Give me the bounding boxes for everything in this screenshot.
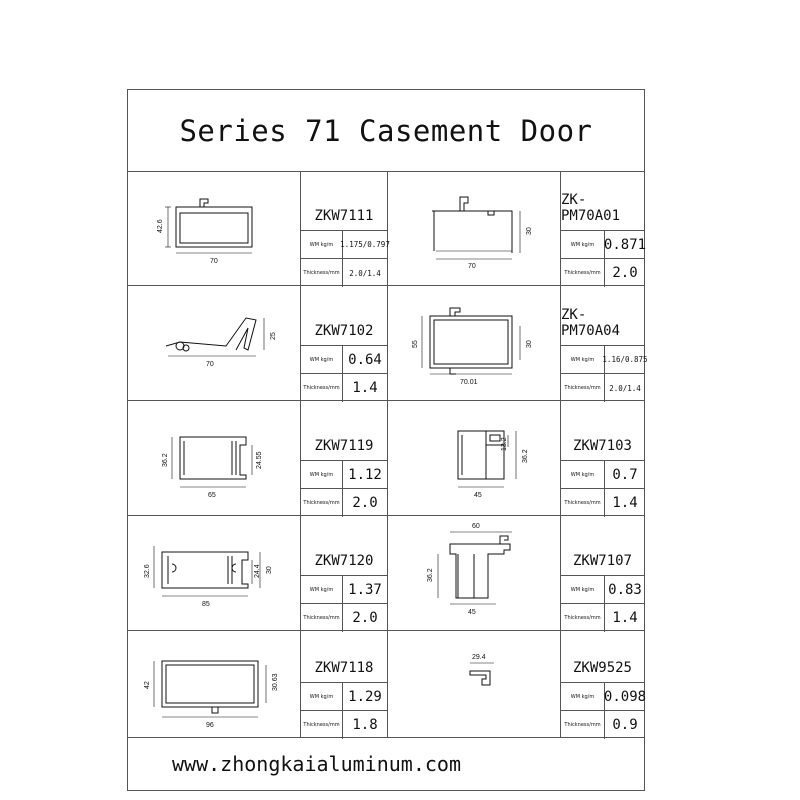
weight-row	[301, 346, 387, 374]
profile-code: ZKW7120	[301, 516, 387, 576]
dim-height: 42.6	[157, 219, 164, 233]
thickness-value: 2.0/1.4	[609, 383, 641, 393]
profile-code: ZKW9525	[561, 631, 644, 683]
dim-height-right: 36.2	[522, 449, 529, 463]
weight-label: WM kg/m	[561, 231, 605, 258]
thickness-value: 2.0	[612, 265, 638, 281]
dim-height-right: 24.55	[256, 451, 263, 469]
weight-label: WM kg/m	[561, 346, 605, 373]
dim-height: 25	[270, 332, 277, 340]
zkw7111-section-diagram	[128, 171, 300, 285]
dim-height-right: 30	[266, 566, 273, 574]
dim-height-right: 30.63	[272, 673, 279, 691]
weight-value: 0.098	[603, 688, 647, 705]
profile-drawing-zkw7103	[388, 401, 561, 516]
dim-height-left: 13.2	[501, 437, 508, 451]
dim-width: 45	[474, 492, 482, 499]
thickness-row	[561, 374, 644, 402]
weight-label: WM kg/m	[301, 346, 343, 373]
profile-spec-zkw7103	[561, 401, 644, 516]
weight-label: WM kg/m	[561, 461, 605, 488]
profile-drawing-zkw7102	[128, 286, 301, 401]
thickness-label: Thickness/mm	[561, 711, 605, 739]
weight-row	[301, 683, 387, 711]
weight-value: 0.7	[612, 466, 638, 483]
profile-drawing-zk-pm70a01	[388, 171, 561, 286]
thickness-row	[301, 374, 387, 402]
zkw7120-section-diagram	[128, 516, 300, 630]
thickness-row	[561, 604, 644, 632]
profile-code: ZKW7111	[301, 171, 387, 231]
profile-spec-zkw7119	[301, 401, 388, 516]
profile-drawing-zkw9525	[388, 631, 561, 738]
thickness-value: 2.0	[352, 610, 378, 626]
profile-spec-zkw7111	[301, 171, 388, 286]
zkw7107-section-diagram	[388, 516, 560, 630]
profile-code: ZK-PM70A01	[561, 171, 644, 231]
weight-value: 1.16/0.875	[602, 355, 648, 364]
thickness-label: Thickness/mm	[301, 259, 343, 287]
thickness-row	[301, 604, 387, 632]
page-title: Series 71 Casement Door	[128, 90, 644, 172]
profile-code: ZKW7118	[301, 631, 387, 683]
dim-width: 70	[210, 258, 218, 265]
dim-width: 85	[202, 601, 210, 608]
dim-width: 70	[468, 263, 476, 270]
weight-label: WM kg/m	[561, 576, 605, 603]
thickness-value: 1.8	[352, 717, 378, 733]
thickness-label: Thickness/mm	[301, 711, 343, 739]
dim-height-left: 32.6	[144, 564, 151, 578]
weight-value: 1.12	[348, 466, 382, 483]
thickness-value: 2.0/1.4	[349, 268, 381, 278]
thickness-value: 1.4	[612, 610, 638, 626]
dim-width: 70.01	[460, 379, 478, 386]
profile-drawing-zk-pm70a04	[388, 286, 561, 401]
profile-code: ZKW7102	[301, 286, 387, 346]
thickness-label: Thickness/mm	[561, 489, 605, 517]
thickness-label: Thickness/mm	[301, 489, 343, 517]
dim-height-right: 30	[526, 340, 533, 348]
weight-row	[301, 231, 390, 259]
profile-code: ZKW7119	[301, 401, 387, 461]
weight-value: 0.871	[603, 236, 647, 253]
profile-spec-zkw7102	[301, 286, 388, 401]
profile-drawing-zkw7107	[388, 516, 561, 631]
weight-row	[301, 576, 387, 604]
website-url: www.zhongkaialuminum.com	[172, 752, 461, 776]
thickness-value: 1.4	[352, 380, 378, 396]
zk-pm70a04-section-diagram	[388, 286, 560, 400]
thickness-label: Thickness/mm	[561, 259, 605, 287]
zkw9525-section-diagram	[388, 631, 560, 737]
zkw7103-section-diagram	[388, 401, 560, 515]
thickness-row	[301, 259, 387, 287]
thickness-row	[561, 489, 644, 517]
profile-spec-zkw7118	[301, 631, 388, 738]
dim-top: 60	[472, 523, 480, 530]
weight-label: WM kg/m	[301, 683, 343, 710]
weight-row	[301, 461, 387, 489]
thickness-value: 0.9	[612, 717, 638, 733]
dim-height: 30	[526, 227, 533, 235]
weight-row	[561, 683, 647, 711]
weight-row	[561, 576, 644, 604]
thickness-label: Thickness/mm	[301, 604, 343, 632]
dim-width: 96	[206, 722, 214, 729]
thickness-row	[561, 259, 644, 287]
dim-height-left: 55	[412, 340, 419, 348]
dim-height-mid: 24.4	[254, 564, 261, 578]
dim-width: 29.4	[472, 654, 486, 661]
profile-code: ZK-PM70A04	[561, 286, 644, 346]
weight-value: 1.37	[348, 581, 382, 598]
zkw7119-section-diagram	[128, 401, 300, 515]
weight-value: 0.64	[348, 351, 382, 368]
zk-pm70a01-section-diagram	[388, 171, 560, 285]
thickness-label: Thickness/mm	[301, 374, 343, 402]
weight-value: 1.29	[348, 688, 382, 705]
profile-code: ZKW7107	[561, 516, 644, 576]
thickness-row	[561, 711, 644, 739]
weight-label: WM kg/m	[301, 231, 343, 258]
zkw7102-section-diagram	[128, 286, 300, 400]
dim-height: 36.2	[427, 568, 434, 582]
profile-code: ZKW7103	[561, 401, 644, 461]
profile-spec-zkw7120	[301, 516, 388, 631]
profile-drawing-zkw7120	[128, 516, 301, 631]
profile-spec-zk-pm70a01	[561, 171, 647, 286]
weight-value: 0.83	[608, 581, 642, 598]
zkw7118-section-diagram	[128, 631, 300, 737]
weight-label: WM kg/m	[561, 683, 605, 710]
profile-drawing-zkw7119	[128, 401, 301, 516]
profile-spec-zkw7107	[561, 516, 644, 631]
weight-row	[561, 231, 647, 259]
profile-spec-zkw9525	[561, 631, 647, 738]
dim-width: 65	[208, 492, 216, 499]
dim-height-left: 36.2	[162, 453, 169, 467]
dim-width: 70	[206, 361, 214, 368]
weight-row	[561, 346, 648, 374]
weight-label: WM kg/m	[301, 576, 343, 603]
weight-row	[561, 461, 644, 489]
dim-width: 45	[468, 609, 476, 616]
profile-spec-zk-pm70a04	[561, 286, 648, 401]
weight-value: 1.175/0.797	[340, 240, 390, 249]
dim-height-left: 42	[144, 681, 151, 689]
thickness-row	[301, 489, 387, 517]
thickness-value: 1.4	[612, 495, 638, 511]
thickness-row	[301, 711, 387, 739]
profile-drawing-zkw7118	[128, 631, 301, 738]
catalog-sheet	[127, 89, 648, 791]
weight-label: WM kg/m	[301, 461, 343, 488]
thickness-value: 2.0	[352, 495, 378, 511]
thickness-label: Thickness/mm	[561, 374, 605, 402]
thickness-label: Thickness/mm	[561, 604, 605, 632]
profile-drawing-zkw7111	[128, 171, 301, 286]
